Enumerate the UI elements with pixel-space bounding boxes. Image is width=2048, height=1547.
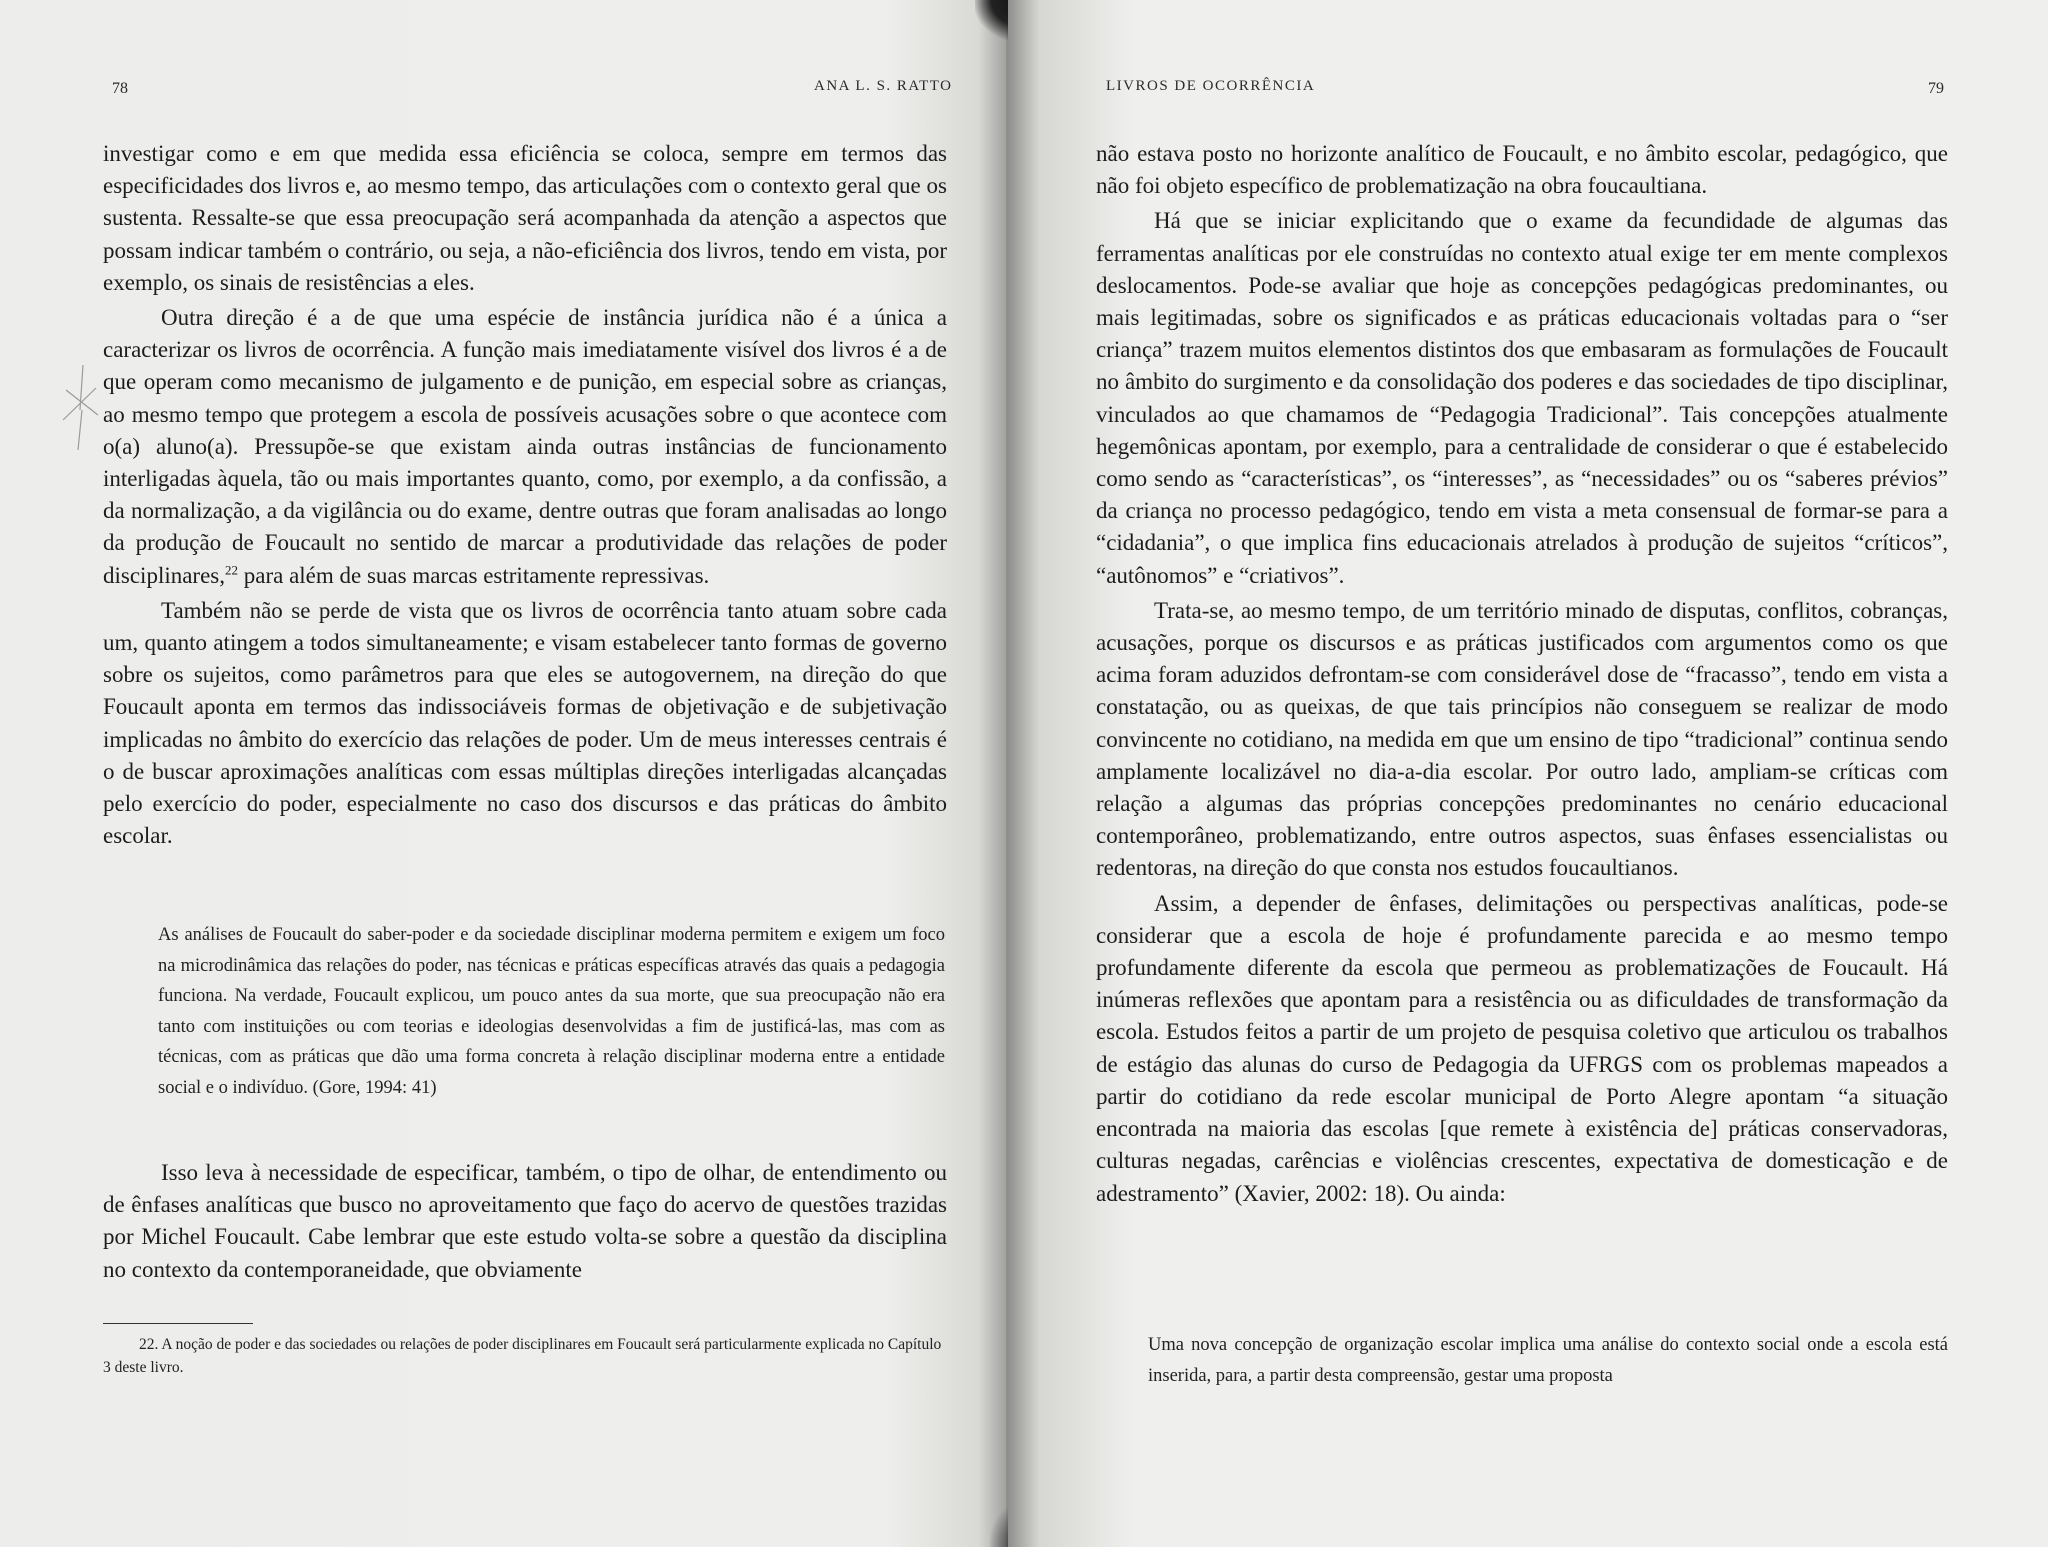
right-body-text — [1096, 138, 1948, 1210]
footnote — [103, 1333, 948, 1379]
page-number: 79 — [1928, 80, 1944, 97]
pencil-mark-icon — [58, 360, 108, 455]
paragraph: investigar como e em que medida essa eficiência se coloca, sempre em termos das especificidades dos livros e, ao mesmo tempo, das articulações com o contexto geral que os sustenta. Ressalte-se que essa preocupação será acompanhada da atenção a aspectos que possam indicar também o contrário, ou seja, a não-eficiência dos livros, tendo em vista, por exemplo, os sinais de resistências a eles. — [103, 141, 947, 295]
running-head: LIVROS DE OCORRÊNCIA — [1106, 78, 1316, 94]
paragraph: não estava posto no horizonte analítico de Foucault, e no âmbito escolar, pedagógico, que não foi objeto específico de problematização na obra foucaultiana. — [1096, 141, 1948, 199]
paragraph: Isso leva à necessidade de especificar, também, o tipo de olhar, de entendimento ou de ênfases analíticas que busco no aproveitamento que faço do acervo de questões trazidas por Michel Foucault. Cabe lembrar que este estudo volta-se sobre a questão da disciplina no contexto da contemporaneidade, que obviamente — [103, 1160, 947, 1282]
paragraph: Também não se perde de vista que os livros de ocorrência tanto atuam sobre cada um, quanto atingem a todos simultaneamente; e visam estabelecer tanto formas de governo sobre os sujeitos, como parâmetros para que eles se autogovernem, na direção do que Foucault aponta em termos das indissociáveis formas de objetivação e de subjetivação implicadas no âmbito do exercício das relações de poder. Um de meus interesses centrais é o de buscar aproximações analíticas com essas múltiplas direções interligadas alcançadas pelo exercício do poder, especialmente no caso dos discursos e das práticas do âmbito escolar. — [103, 597, 947, 849]
footnote-text: 22. A noção de poder e das sociedades ou relações de poder disciplinares em Foucault será particularmente explicada no Capítulo 3 deste livro. — [103, 1336, 942, 1376]
running-head: ANA L. S. RATTO — [814, 78, 953, 94]
page-number: 78 — [112, 80, 128, 97]
paragraph: Trata-se, ao mesmo tempo, de um território minado de disputas, conflitos, cobranças, acusações, porque os discursos e as práticas justificados com argumentos como os que acima foram aduzidos defrontam-se com considerável dose de “fracasso”, tendo em vista a constatação, ou as queixas, de que tais princípios não conseguem se realizar de modo convincente no cotidiano, na medida em que um ensino de tipo “tradicional” continua sendo amplamente localizável no dia-a-dia escolar. Por outro lado, ampliam-se críticas com relação a algumas das próprias concepções predominantes no cenário educacional contemporâneo, problematizando, entre outros aspectos, suas ênfases essencialistas ou redentoras, na direção do que consta nos estudos foucaultianos. — [1096, 597, 1948, 881]
block-quote-text: Uma nova concepção de organização escolar implica uma análise do contexto social onde a escola está inserida, para, a partir desta compreensão, gestar uma proposta — [1148, 1335, 1948, 1386]
paragraph: Há que se iniciar explicitando que o exame da fecundidade de algumas das ferramentas analíticas por ele construídas no contexto atual exige ter em mente complexos deslocamentos. Pode-se avaliar que hoje as concepções pedagógicas predominantes, ou mais legitimadas, sobre os significados e as práticas educacionais voltadas para o “ser criança” trazem muitos elementos distintos dos que embasaram as formulações de Foucault no âmbito do surgimento e da consolidação dos poderes e das sociedades de tipo disciplinar, vinculados ao que chamamos de “Pedagogia Tradicional”. Tais concepções atualmente hegemônicas apontam, por exemplo, para a centralidade de considerar o que é estabelecido como sendo as “características”, os “interesses”, as “necessidades” ou os “saberes prévios” da criança no processo pedagógico, tendo em vista a meta consensual de formar-se para a “cidadania”, o que implica fins educacionais atrelados à produção de sujeitos “críticos”, “autônomos” e “criativos”. — [1096, 208, 1948, 588]
block-quote — [1148, 1330, 1948, 1391]
footnote-ref[interactable]: 22 — [225, 561, 238, 577]
footnote-rule — [103, 1323, 253, 1324]
right-page — [1008, 0, 2048, 1547]
paragraph: Assim, a depender de ênfases, delimitações ou perspectivas analíticas, pode-se considerar que a escola de hoje é profundamente parecida e ao mesmo tempo profundamente diferente da escola que permeou as problematizações de Foucault. Há inúmeras reflexões que apontam para a resistência ou as dificuldades de transformação da escola. Estudos feitos a partir de um projeto de pesquisa coletivo que articulou os trabalhos de estágio das alunas do curso de Pedagogia da UFRGS com os problemas mapeados a partir do cotidiano da rede escolar municipal de Porto Alegre apontam “a situação encontrada na maioria das escolas [que remete à existência de] práticas conservadoras, culturas negadas, carências e violências crescentes, expectativa de domesticação e de adestramento” (Xavier, 2002: 18). Ou ainda: — [1096, 890, 1948, 1206]
block-quote-text: As análises de Foucault do saber-poder e da sociedade disciplinar moderna permitem e exigem um foco na microdinâmica das relações do poder, nas técnicas e práticas específicas através das quais a pedagogia funciona. Na verdade, Foucault explicou, um pouco antes da sua morte, que sua preocupação não era tanto com instituições ou com teorias e ideologias desenvolvidas a fim de justificá-las, mas com as técnicas, com as práticas que dão uma forma concreta à relação disciplinar moderna entre a entidade social e o indivíduo. (Gore, 1994: 41) — [158, 925, 945, 1098]
left-closing-text — [103, 1157, 947, 1286]
block-quote — [158, 920, 945, 1103]
left-body-text — [103, 138, 947, 852]
left-page — [0, 0, 1008, 1547]
paragraph: Outra direção é a de que uma espécie de instância jurídica não é a única a caracterizar os livros de ocorrência. A função mais imediatamente visível dos livros é a de que operam como mecanismo de julgamento e de punição, em especial sobre as crianças, ao mesmo tempo que protegem a escola de possíveis acusações sobre o que acontece com o(a) aluno(a). Pressupõe-se que existam ainda outras instâncias de funcionamento interligadas àquela, tão ou mais importantes quanto, como, por exemplo, a da confissão, a da normalização, a da vigilância ou do exame, dentre outras que foram analisadas ao longo da produção de Foucault no sentido de marcar a produtividade das relações de poder disciplinares,$^{22}$ para além de suas marcas estritamente repressivas. — [103, 305, 947, 588]
